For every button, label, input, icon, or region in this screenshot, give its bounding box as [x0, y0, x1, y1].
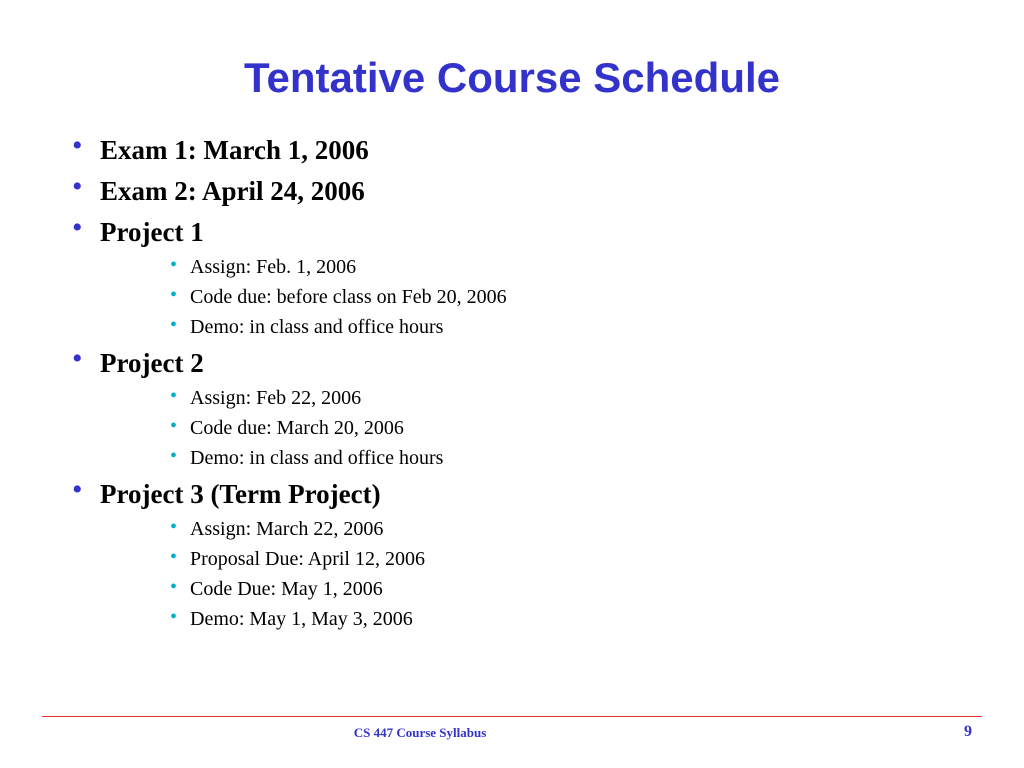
- bullet-icon: •: [72, 342, 83, 375]
- sub-list-item: [170, 546, 425, 571]
- sub-bullet-icon: •: [170, 254, 178, 276]
- list-item: [72, 211, 204, 248]
- sub-bullet-icon: •: [170, 606, 178, 628]
- sub-bullet-icon: •: [170, 415, 178, 437]
- sub-list-item-label: Code due: before class on Feb 20, 2006: [190, 286, 507, 308]
- sub-bullet-icon: •: [170, 576, 178, 598]
- sub-list-item: [170, 254, 357, 279]
- list-item: [72, 170, 365, 207]
- sub-list-item-label: Demo: in class and office hours: [190, 316, 444, 338]
- footer-course-label: CS 447 Course Syllabus: [353, 725, 487, 740]
- sub-list-item-label: Demo: in class and office hours: [190, 447, 444, 469]
- sub-list-item: [170, 314, 444, 339]
- list-item-label: Project 3 (Term Project): [100, 479, 381, 509]
- sub-list-item: [170, 385, 362, 410]
- sub-list-item: [170, 606, 413, 631]
- sub-list-item-label: Code Due: May 1, 2006: [190, 578, 383, 600]
- sub-list-item: [170, 445, 444, 470]
- list-item: [72, 473, 381, 510]
- sub-bullet-icon: •: [170, 314, 178, 336]
- list-item-label: Project 2: [100, 348, 204, 378]
- list-item: [72, 342, 204, 379]
- list-item-label: Project 1: [100, 217, 204, 247]
- sub-bullet-icon: •: [170, 284, 178, 306]
- bullet-icon: •: [72, 473, 83, 506]
- sub-list-item: [170, 415, 404, 440]
- list-item-label: Exam 2: April 24, 2006: [100, 176, 365, 206]
- sub-list-item-label: Assign: Feb. 1, 2006: [190, 256, 357, 278]
- sub-list-item: [170, 516, 384, 541]
- page-number: 9: [964, 723, 972, 740]
- list-item-label: Exam 1: March 1, 2006: [100, 135, 369, 165]
- bullet-icon: •: [72, 211, 83, 244]
- sub-bullet-icon: •: [170, 445, 178, 467]
- sub-bullet-icon: •: [170, 385, 178, 407]
- bullet-icon: •: [72, 170, 83, 203]
- slide-title: Tentative Course Schedule: [243, 54, 781, 101]
- sub-list-item-label: Proposal Due: April 12, 2006: [190, 548, 425, 570]
- sub-list-item: [170, 576, 383, 601]
- sub-list-item-label: Assign: March 22, 2006: [190, 518, 384, 540]
- sub-list-item-label: Code due: March 20, 2006: [190, 417, 404, 439]
- bullet-icon: •: [72, 129, 83, 162]
- list-item: [72, 129, 369, 166]
- sub-list-item-label: Demo: May 1, May 3, 2006: [190, 608, 413, 630]
- sub-list-item-label: Assign: Feb 22, 2006: [190, 387, 362, 409]
- sub-bullet-icon: •: [170, 546, 178, 568]
- sub-bullet-icon: •: [170, 516, 178, 538]
- sub-list-item: [170, 284, 507, 309]
- footer-divider: [42, 716, 982, 717]
